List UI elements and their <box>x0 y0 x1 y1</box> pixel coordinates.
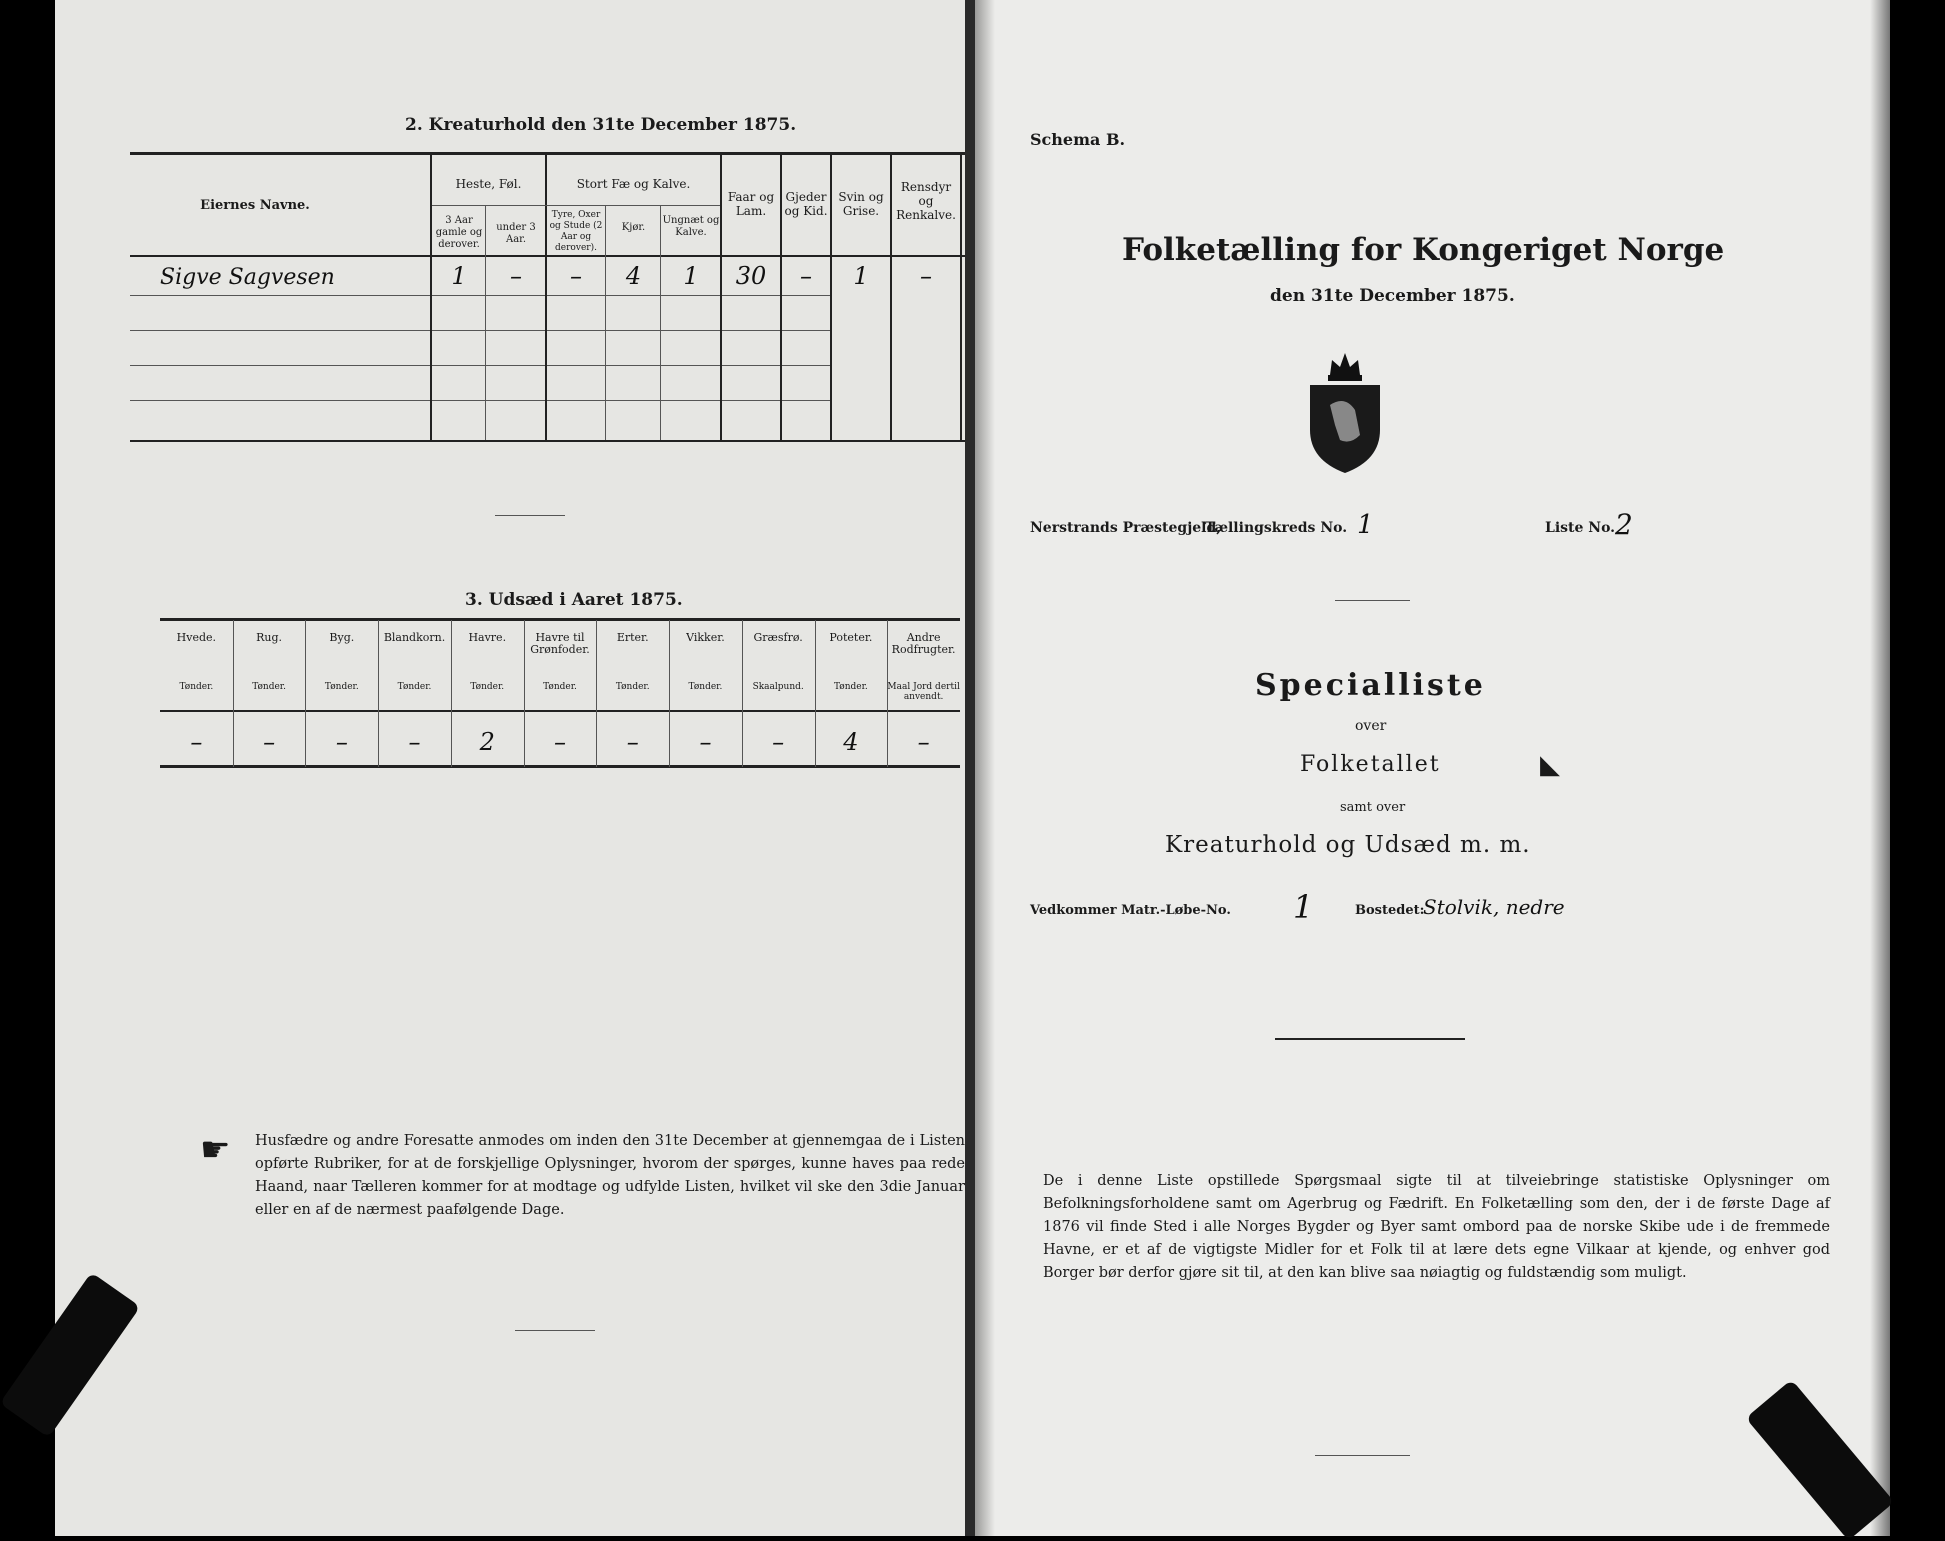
kreds-label: Tællingskreds No. <box>1205 520 1348 536</box>
heste-sub-header: under 3 Aar. <box>496 222 536 245</box>
sowing-value: 2 <box>479 728 495 756</box>
sowing-value: – <box>553 728 566 756</box>
sowing-header: Poteter. <box>829 631 873 644</box>
table2-row-rule <box>130 330 830 331</box>
intro-paragraph: De i denne Liste opstillede Spørgsmaal sigte til at tilveiebringe statistiske Oplysninger om Befolkningsforholdene samt om Agerbrug og Fædrift. En Folketælling som den, der i de første Dage af 1876 vil finde Sted i alle Norges Bygder og Byer samt ombord paa de norske Skibe ude i de fremmede Havne, er et af de vigtigste Midler for et Folk til at lære dets egne Vilkaar at kjende, og enhver god Borger bør derfor gjøre sit til, at den kan blive saa nøiagtig og fuldstændig som muligt. <box>1043 1173 1830 1281</box>
livestock-value: – <box>920 262 932 290</box>
sowing-value: – <box>626 728 639 756</box>
separator <box>1275 1038 1465 1040</box>
table2-col-rule <box>485 205 486 440</box>
sowing-unit: Tønder. <box>252 682 286 692</box>
table2-row-rule <box>130 365 830 366</box>
heste-sub-header: 3 Aar gamle og derover. <box>435 215 483 250</box>
livestock-value: 4 <box>625 262 642 290</box>
separator <box>515 1330 595 1331</box>
table2-top-rule <box>130 152 830 155</box>
stort-sub-header: Tyre, Oxer og Stude (2 Aar og derover). <box>549 210 603 253</box>
sowing-header: Hvede. <box>176 631 217 644</box>
sowing-unit: Tønder. <box>179 682 214 692</box>
left-page <box>55 0 965 1536</box>
livestock-value: – <box>800 262 812 290</box>
owner-header: Eiernes Navne. <box>200 198 310 213</box>
ink-mark-icon: ◣ <box>1540 750 1560 780</box>
main-title: Folketælling for Kongeriget Norge <box>1122 232 1725 268</box>
livestock-value: 1 <box>451 262 467 290</box>
coat-of-arms-icon <box>1300 345 1390 475</box>
faar-header: Faar og Lam. <box>727 190 775 218</box>
stort-fae-header: Stort Fæ og Kalve. <box>576 177 691 191</box>
livestock-value: 30 <box>735 262 767 290</box>
over-text: over <box>1355 718 1387 734</box>
table2-row-rule <box>130 400 830 401</box>
section3-title: 3. Udsæd i Aaret 1875. <box>465 590 683 610</box>
table2-col-rule <box>605 205 606 440</box>
sowing-value: – <box>699 728 712 756</box>
sowing-header: Blandkorn. <box>383 631 446 644</box>
main-subtitle: den 31te December 1875. <box>1270 286 1515 306</box>
sowing-header: Rug. <box>256 631 283 644</box>
table2-group-rule <box>432 205 720 206</box>
sowing-unit: Skaalpund. <box>752 682 804 692</box>
table2-top-rule <box>830 152 965 155</box>
sowing-value: – <box>408 728 421 756</box>
heste-header: Heste, Føl. <box>455 177 522 191</box>
rensdyr-header: Rensdyr og Renkalve. <box>896 180 956 222</box>
table3-bottom-rule <box>160 765 960 768</box>
right-page <box>975 0 1890 1536</box>
separator <box>495 515 565 516</box>
sowing-header: Erter. <box>616 631 649 644</box>
table3-top-rule <box>160 618 960 621</box>
sowing-unit: Tønder. <box>324 682 359 692</box>
table2-row-rule <box>130 295 830 296</box>
table2-bottom-rule <box>130 440 830 442</box>
kreds-value: 1 <box>1357 510 1374 540</box>
livestock-value: – <box>570 262 582 290</box>
stort-sub-header: Ungnæt og Kalve. <box>662 215 720 238</box>
sowing-value: – <box>190 728 203 756</box>
sowing-value: – <box>772 728 785 756</box>
livestock-value: 1 <box>683 262 699 290</box>
sowing-value: – <box>335 728 348 756</box>
pointing-hand-icon: ☛ <box>200 1130 231 1170</box>
table2-col-rule <box>660 205 661 440</box>
livestock-value: – <box>510 262 522 290</box>
prestegjeld-label: Nerstrands Præstegjeld, <box>1030 520 1222 536</box>
table2-header-rule <box>130 255 830 257</box>
sowing-unit: Tønder. <box>834 682 868 692</box>
matr-label: Vedkommer Matr.-Løbe-No. <box>1030 903 1231 918</box>
section2-title: 2. Kreaturhold den 31te December 1875. <box>405 115 797 135</box>
table3-header-rule <box>160 710 960 712</box>
sowing-value: – <box>917 728 930 756</box>
sowing-unit: Tønder. <box>688 682 723 692</box>
sowing-unit: Maal Jord dertil anvendt. <box>887 682 960 702</box>
specialliste-heading: Specialliste <box>1255 668 1486 703</box>
separator <box>1315 1455 1410 1456</box>
sowing-header: Græsfrø. <box>753 631 803 644</box>
sowing-header: Havre. <box>468 631 507 644</box>
bosted-label: Bostedet: <box>1355 903 1425 918</box>
table2-col-rule <box>960 155 962 440</box>
sowing-unit: Tønder. <box>543 682 577 692</box>
notice-text: Husfædre og andre Foresatte anmodes om inden den 31te December at gjennemgaa de i Listen opførte Rubriker, for at de forskjellige Oplysninger, hvorom der spørges, kunne haves paa rede Haand, naar Tælleren kommer for at modtage og udfylde Listen, hvilket vil ske den 3die Januar eller en af de nærmest paafølgende Dage. <box>255 1133 965 1218</box>
owner-name: Sigve Sagvesen <box>160 265 335 290</box>
separator <box>1335 600 1410 601</box>
folketallet-text: Folketallet <box>1300 752 1441 777</box>
sowing-header: Andre Rodfrugter. <box>891 631 956 656</box>
sowing-header: Byg. <box>329 631 355 644</box>
kreaturhold-text: Kreaturhold og Udsæd m. m. <box>1165 832 1531 858</box>
bosted-value: Stolvik, nedre <box>1423 895 1565 919</box>
samt-over-text: samt over <box>1340 800 1406 815</box>
sowing-unit: Tønder. <box>470 682 505 692</box>
sowing-header: Vikker. <box>686 631 725 644</box>
svin-header: Svin og Grise. <box>838 190 884 218</box>
sowing-unit: Tønder. <box>615 682 650 692</box>
stort-sub-header: Kjør. <box>621 222 646 233</box>
livestock-value: 1 <box>853 262 869 290</box>
schema-label: Schema B. <box>1030 130 1126 149</box>
matr-value: 1 <box>1293 888 1314 926</box>
table2-bottom-rule <box>830 440 965 442</box>
sowing-value: 4 <box>843 728 859 756</box>
gjeder-header: Gjeder og Kid. <box>784 190 828 218</box>
table2-col-rule <box>430 155 432 440</box>
liste-label: Liste No. <box>1545 520 1616 536</box>
sowing-unit: Tønder. <box>397 682 432 692</box>
sowing-value: – <box>263 728 276 756</box>
sowing-header: Havre til Grønfoder. <box>530 631 590 656</box>
table2-col-rule <box>545 155 547 440</box>
liste-value: 2 <box>1615 508 1633 541</box>
table2-header-rule <box>830 255 965 257</box>
